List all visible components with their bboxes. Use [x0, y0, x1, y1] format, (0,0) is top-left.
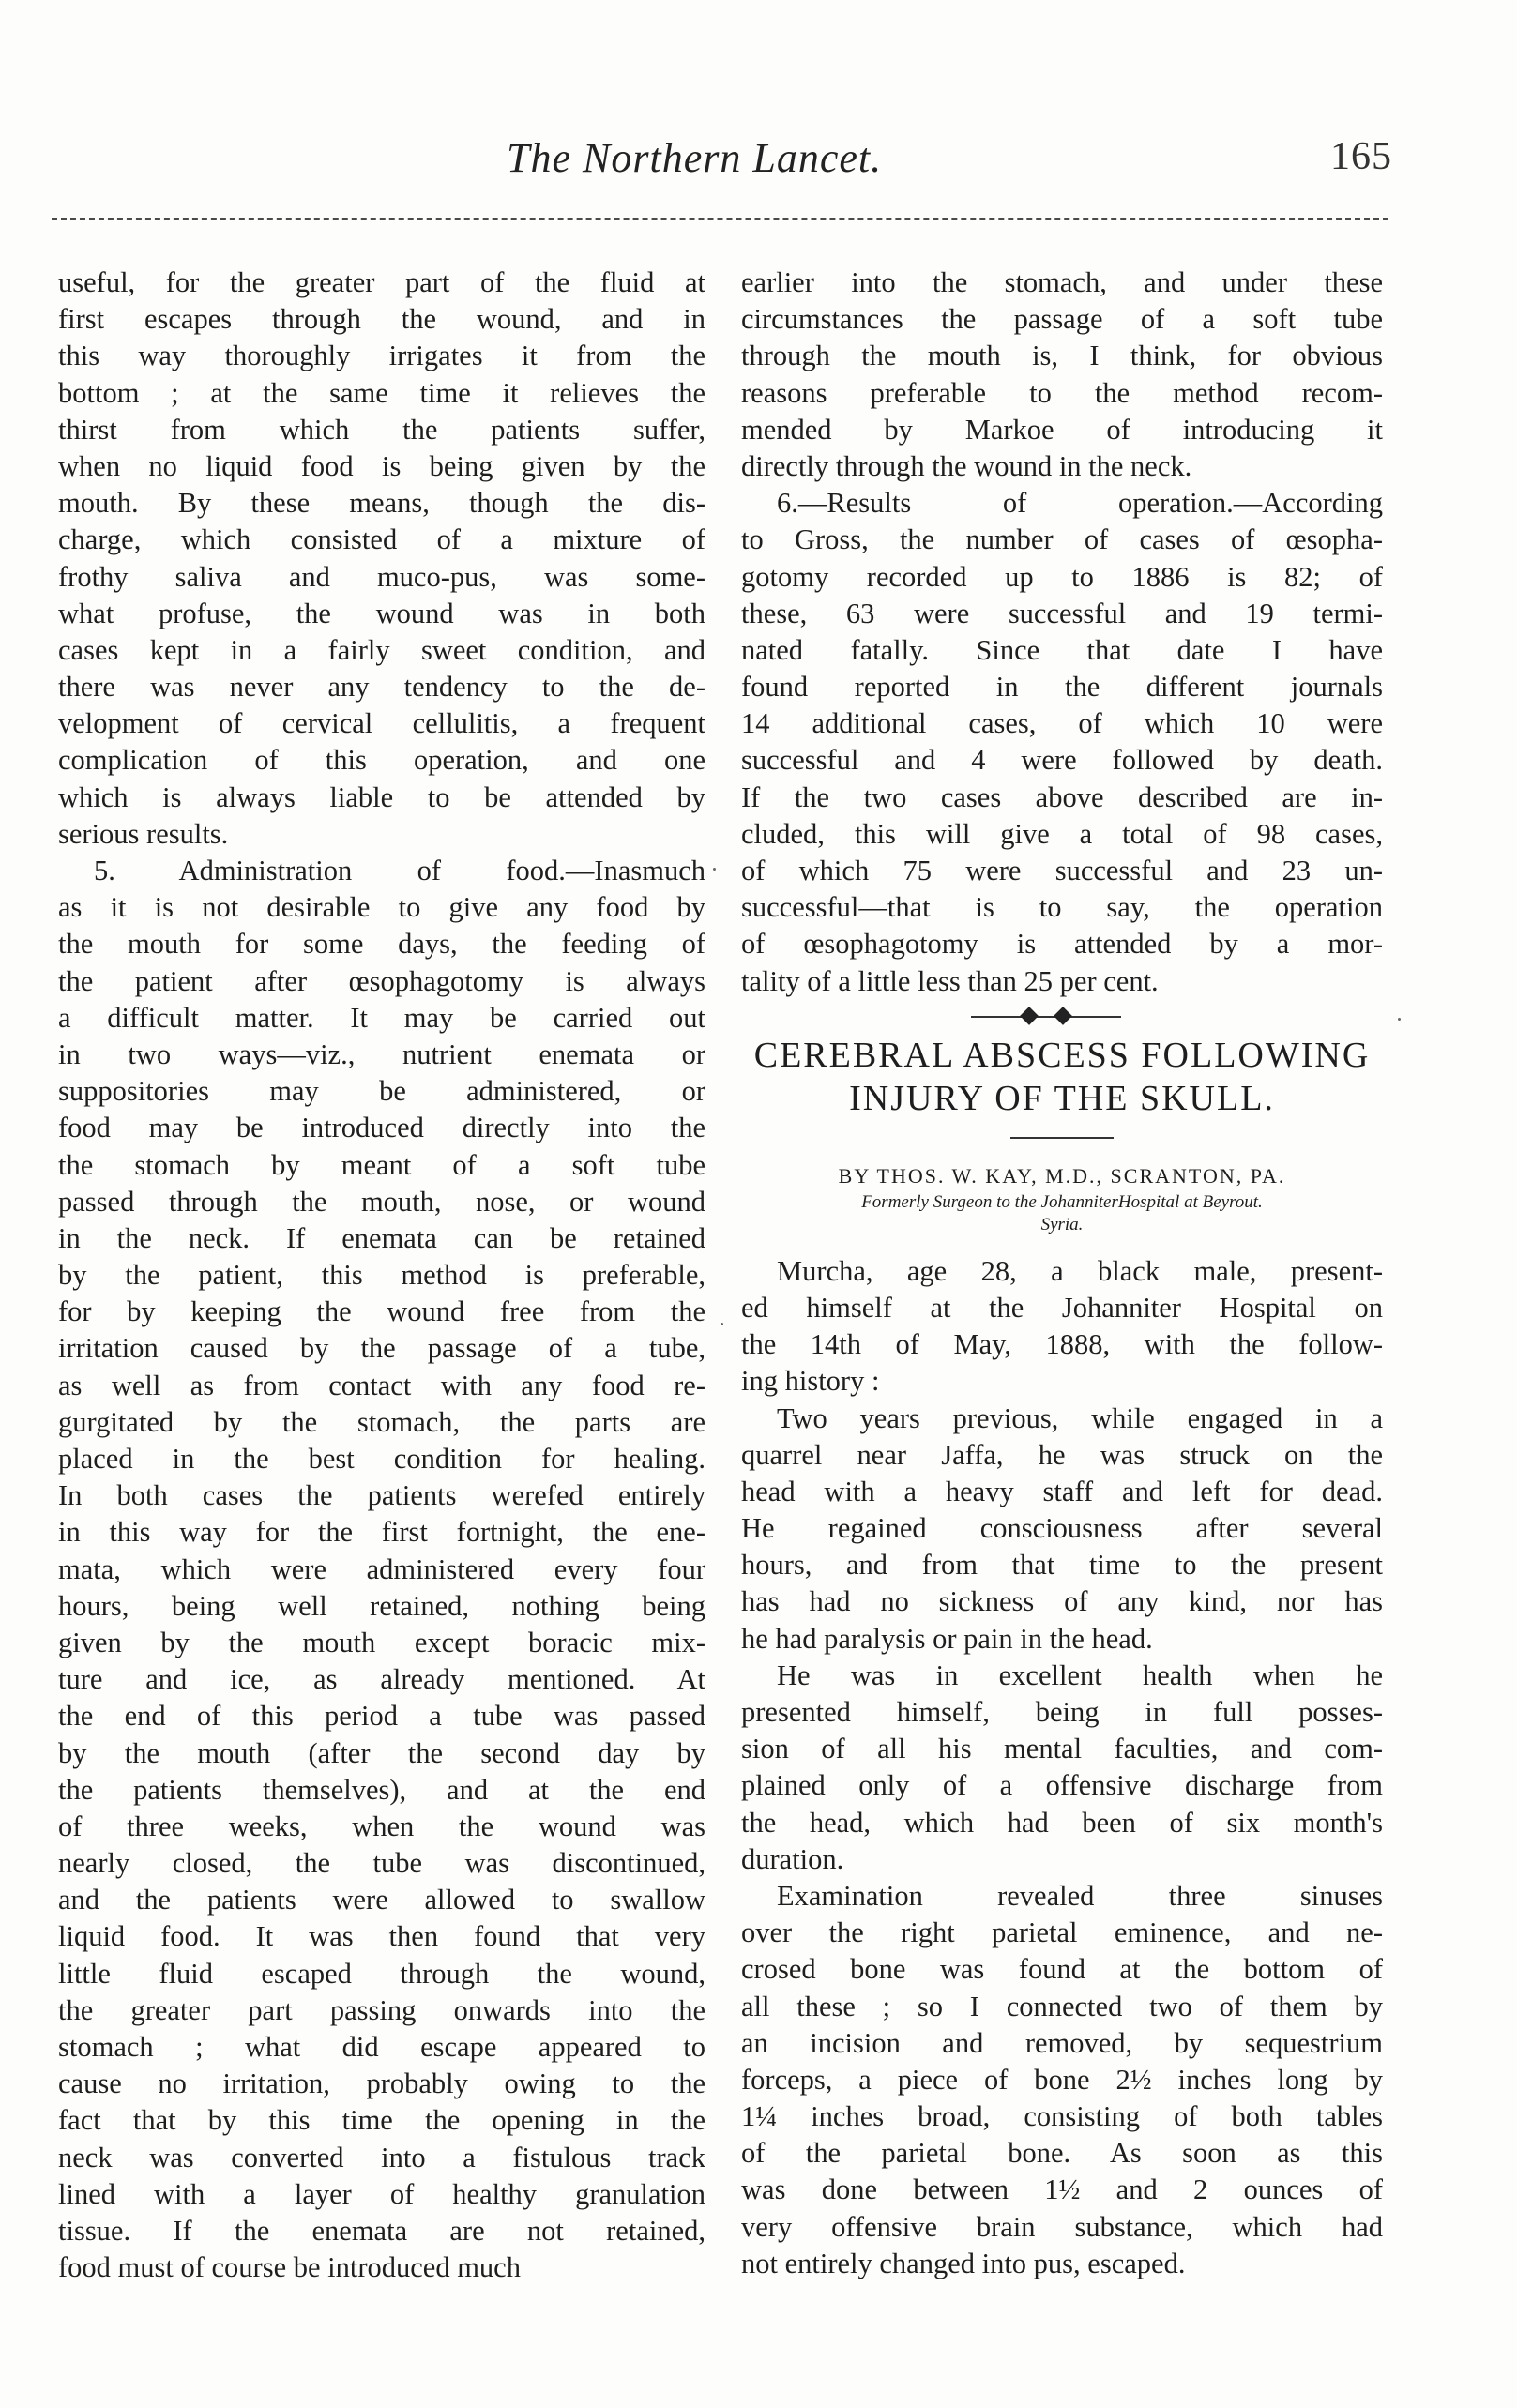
text-line: the greater part passing onwards into the — [58, 1993, 705, 2026]
text-line: in the neck. If enemata can be retained — [58, 1221, 705, 1254]
text-line: He was in excellent health when he — [777, 1658, 1383, 1691]
text-line: fact that by this time the opening in the — [58, 2104, 705, 2137]
text-line: passed through the mouth, nose, or wound — [58, 1185, 705, 1218]
text-line: tality of a little less than 25 per cent. — [741, 964, 1159, 997]
text-line: was done between 1½ and 2 ounces of — [741, 2173, 1383, 2206]
text-line: the patients themselves), and at the end — [58, 1773, 705, 1806]
title-rule — [1010, 1137, 1114, 1139]
text-line: all these ; so I connected two of them by — [741, 1990, 1383, 2022]
text-line: given by the mouth except boracic mix- — [58, 1626, 705, 1658]
text-line: the patient after œsophagotomy is always — [58, 964, 705, 997]
text-line: to Gross, the number of cases of œsopha- — [741, 523, 1383, 556]
text-line: 14 additional cases, of which 10 were — [741, 707, 1383, 740]
text-line: has had no sickness of any kind, nor has — [741, 1585, 1383, 1618]
ornament-bar — [971, 1016, 1121, 1018]
text-line: ture and ice, as already mentioned. At — [58, 1663, 705, 1696]
text-line: by the patient, this method is preferable, — [58, 1259, 705, 1292]
text-line: by the mouth (after the second day by — [58, 1736, 705, 1769]
ornament-diamond-right — [1054, 1007, 1072, 1025]
text-line: this way thoroughly irrigates it from the — [58, 340, 705, 372]
text-line: neck was converted into a fistulous track — [58, 2141, 705, 2173]
text-line: hours, and from that time to the present — [741, 1549, 1383, 1582]
text-line: earlier into the stomach, and under these — [741, 266, 1383, 298]
text-line: not entirely changed into pus, escaped. — [741, 2247, 1186, 2279]
text-line: ed himself at the Johanniter Hospital on — [741, 1291, 1383, 1324]
text-line: successful—that is to say, the operation — [741, 891, 1383, 924]
text-line: the mouth for some days, the feeding of — [58, 928, 705, 961]
text-line: Examination revealed three sinuses — [777, 1879, 1383, 1912]
text-line: the end of this period a tube was passed — [58, 1700, 705, 1733]
article-title-line-1: CEREBRAL ABSCESS FOLLOWING — [753, 1035, 1371, 1075]
text-line: suppositories may be administered, or — [58, 1075, 705, 1108]
text-line: 5. Administration of food.—Inasmuch — [94, 855, 705, 886]
text-line: of the parietal bone. As soon as this — [741, 2137, 1383, 2170]
text-line: what profuse, the wound was in both — [58, 597, 705, 629]
text-line: forceps, a piece of bone 2½ inches long by — [741, 2063, 1383, 2096]
text-line: He regained consciousness after several — [741, 1512, 1383, 1545]
text-line: placed in the best condition for healing. — [58, 1443, 705, 1475]
spacer — [741, 1236, 1383, 1253]
article-body — [741, 1253, 1383, 2282]
print-speck — [721, 1323, 723, 1325]
text-line: there was never any tendency to the de- — [58, 671, 705, 704]
text-line: over the right parietal eminence, and ne- — [741, 1916, 1383, 1949]
text-line: frothy saliva and muco-pus, was some- — [58, 560, 705, 593]
text-line: through the mouth is, I think, for obvious — [741, 340, 1383, 372]
text-line: of œsophagotomy is attended by a mor- — [741, 928, 1383, 961]
text-line: very offensive brain substance, which had — [741, 2210, 1383, 2243]
text-line: mouth. By these means, though the dis- — [58, 487, 705, 520]
text-line: an incision and removed, by sequestrium — [741, 2026, 1383, 2059]
text-line: sion of all his mental faculties, and com- — [741, 1733, 1383, 1765]
text-line: little fluid escaped through the wound, — [58, 1957, 705, 1990]
text-line: cluded, this will give a total of 98 cases, — [741, 817, 1383, 850]
text-line: gurgitated by the stomach, the parts are — [58, 1405, 705, 1438]
text-line: in this way for the first fortnight, the ene- — [58, 1516, 705, 1549]
text-line: of which 75 were successful and 23 un- — [741, 855, 1383, 886]
text-line: tissue. If the enemata are not retained, — [58, 2214, 705, 2247]
text-line: found reported in the different journals — [741, 671, 1383, 704]
right-column-continuation — [741, 265, 1383, 1000]
header-rule — [52, 218, 1388, 220]
text-line: the stomach by meant of a soft tube — [58, 1148, 705, 1181]
text-line: successful and 4 were followed by death. — [741, 744, 1383, 777]
text-line: and the patients were allowed to swallow — [58, 1884, 705, 1916]
text-line: cause no irritation, probably owing to the — [58, 2067, 705, 2100]
text-line: he had paralysis or pain in the head. — [741, 1622, 1153, 1655]
text-line: these, 63 were successful and 19 termi- — [741, 597, 1383, 629]
text-line: food must of course be introduced much — [58, 2251, 521, 2284]
text-line: for by keeping the wound free from the — [58, 1295, 705, 1328]
text-line: ing history : — [741, 1365, 880, 1398]
left-column — [58, 265, 705, 2286]
text-line: complication of this operation, and one — [58, 744, 705, 777]
text-line: as well as from contact with any food re- — [58, 1369, 705, 1401]
article-byline: BY THOS. W. KAY, M.D., SCRANTON, PA. — [838, 1163, 1286, 1188]
text-line: lined with a layer of healthy granulation — [58, 2177, 705, 2210]
text-line: 6.—Results of operation.—According — [777, 487, 1383, 520]
text-line: stomach ; what did escape appeared to — [58, 2031, 705, 2063]
page-number: 165 — [1330, 135, 1392, 178]
running-header-title: The Northern Lancet. — [507, 135, 883, 181]
text-line: hours, being well retained, nothing being — [58, 1589, 705, 1622]
text-line: of three weeks, when the wound was — [58, 1810, 705, 1842]
text-line: velopment of cervical cellulitis, a frequent — [58, 707, 705, 740]
text-line: reasons preferable to the method recom- — [741, 376, 1383, 409]
text-line: circumstances the passage of a soft tube — [741, 303, 1383, 336]
print-speck — [1398, 1018, 1401, 1021]
right-column — [741, 265, 1383, 2282]
section-ornament — [741, 1006, 1383, 1028]
text-line: crosed bone was found at the bottom of — [741, 1953, 1383, 1986]
text-line: plained only of a offensive discharge from — [741, 1769, 1383, 1802]
text-line: duration. — [741, 1842, 844, 1875]
text-line: thirst from which the patients suffer, — [58, 413, 705, 446]
author-affiliation-line-2: Syria. — [1040, 1214, 1084, 1234]
text-line: serious results. — [58, 817, 229, 850]
text-line: when no liquid food is being given by the — [58, 449, 705, 482]
text-line: bottom ; at the same time it relieves the — [58, 376, 705, 409]
text-line: a difficult matter. It may be carried out — [58, 1001, 705, 1034]
text-line: Two years previous, while engaged in a — [777, 1401, 1383, 1434]
text-line: Murcha, age 28, a black male, present- — [777, 1254, 1383, 1287]
text-line: head with a heavy staff and left for dead. — [741, 1475, 1383, 1507]
text-line: mended by Markoe of introducing it — [741, 413, 1383, 446]
text-line: the 14th of May, 1888, with the follow- — [741, 1328, 1383, 1361]
text-line: as it is not desirable to give any food by — [58, 891, 705, 924]
text-line: If the two cases above described are in- — [741, 780, 1383, 813]
text-line: directly through the wound in the neck. — [741, 449, 1192, 482]
text-line: charge, which consisted of a mixture of — [58, 523, 705, 556]
print-speck — [713, 868, 716, 871]
text-line: mata, which were administered every four — [58, 1552, 705, 1585]
text-line: irritation caused by the passage of a tube, — [58, 1332, 705, 1365]
text-line: In both cases the patients werefed entirely — [58, 1479, 705, 1512]
text-line: which is always liable to be attended by — [58, 780, 705, 813]
text-line: nated fatally. Since that date I have — [741, 633, 1383, 666]
text-line: in two ways—viz., nutrient enemata or — [58, 1037, 705, 1070]
text-line: liquid food. It was then found that very — [58, 1920, 705, 1953]
text-line: quarrel near Jaffa, he was struck on the — [741, 1438, 1383, 1471]
text-line: first escapes through the wound, and in — [58, 303, 705, 336]
author-affiliation-line-1: Formerly Surgeon to the JohanniterHospital at Beyrout. — [861, 1191, 1263, 1212]
text-line: gotomy recorded up to 1886 is 82; of — [741, 560, 1383, 593]
text-line: useful, for the greater part of the fluid at — [58, 266, 705, 298]
text-line: food may be introduced directly into the — [58, 1112, 705, 1144]
text-line: cases kept in a fairly sweet condition, and — [58, 633, 705, 666]
text-line: the head, which had been of six month's — [741, 1806, 1383, 1839]
article-title-line-2: INJURY OF THE SKULL. — [849, 1078, 1275, 1118]
ornament-diamond-left — [1020, 1007, 1039, 1025]
text-line: presented himself, being in full posses- — [741, 1696, 1383, 1728]
text-line: 1¼ inches broad, consisting of both tables — [741, 2100, 1383, 2133]
text-line: nearly closed, the tube was discontinued, — [58, 1847, 705, 1880]
